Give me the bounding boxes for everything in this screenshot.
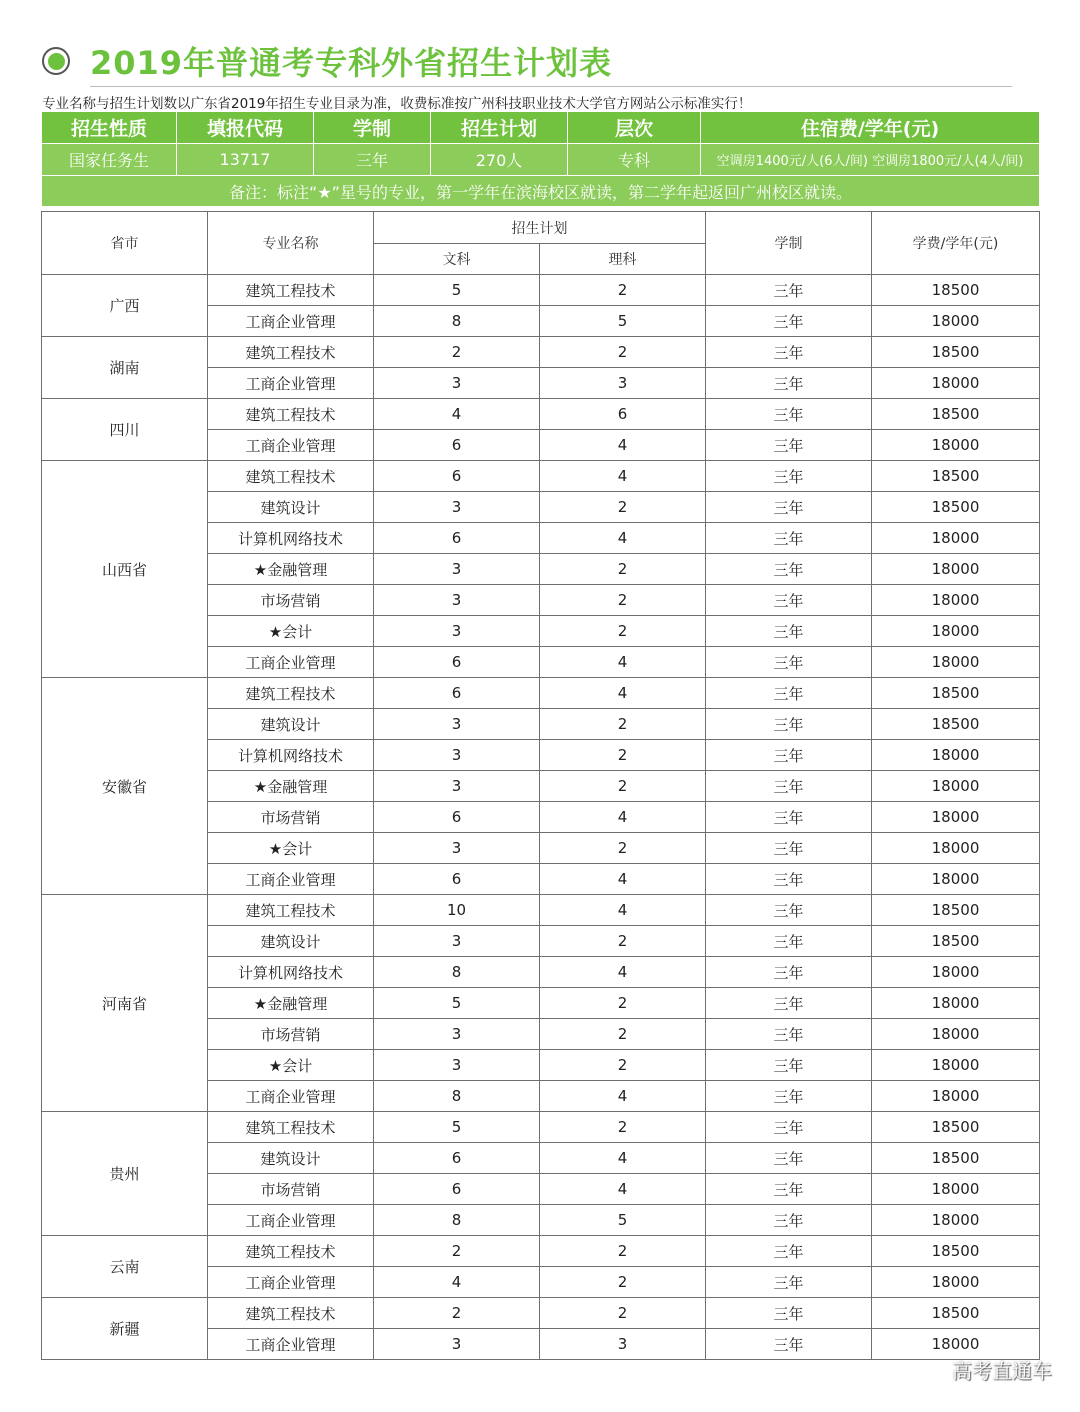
- duration-cell: 三年: [706, 895, 872, 926]
- summary-header-cell: 招生计划: [431, 112, 568, 144]
- arts-count-cell: 2: [374, 1236, 540, 1267]
- science-count-cell: 2: [540, 833, 706, 864]
- summary-value-cell: 13717: [177, 144, 314, 176]
- major-cell: 工商企业管理: [208, 647, 374, 678]
- major-cell: 市场营销: [208, 802, 374, 833]
- arts-count-cell: 3: [374, 492, 540, 523]
- science-count-cell: 3: [540, 1329, 706, 1360]
- tuition-cell: 18000: [872, 430, 1040, 461]
- summary-note-row: [42, 176, 1040, 207]
- header-plan: 招生计划: [374, 212, 706, 244]
- major-cell: 计算机网络技术: [208, 740, 374, 771]
- duration-cell: 三年: [706, 461, 872, 492]
- tuition-cell: 18000: [872, 585, 1040, 616]
- science-count-cell: 4: [540, 957, 706, 988]
- science-count-cell: 2: [540, 1050, 706, 1081]
- tuition-cell: 18000: [872, 864, 1040, 895]
- summary-header-cell: 招生性质: [42, 112, 177, 144]
- science-count-cell: 4: [540, 864, 706, 895]
- arts-count-cell: 6: [374, 678, 540, 709]
- header-arts: 文科: [374, 244, 540, 275]
- tuition-cell: 18000: [872, 554, 1040, 585]
- major-cell: 工商企业管理: [208, 864, 374, 895]
- science-count-cell: 4: [540, 678, 706, 709]
- radio-circle-icon: [42, 47, 70, 75]
- duration-cell: 三年: [706, 492, 872, 523]
- title-row: [42, 38, 612, 84]
- major-cell: 工商企业管理: [208, 306, 374, 337]
- table-row: [42, 678, 1040, 709]
- duration-cell: 三年: [706, 1143, 872, 1174]
- duration-cell: 三年: [706, 1267, 872, 1298]
- page-title: 2019年普通考专科外省招生计划表: [90, 44, 613, 82]
- arts-count-cell: 6: [374, 802, 540, 833]
- tuition-cell: 18500: [872, 1143, 1040, 1174]
- arts-count-cell: 6: [374, 430, 540, 461]
- major-cell: 工商企业管理: [208, 1205, 374, 1236]
- major-cell: 计算机网络技术: [208, 957, 374, 988]
- duration-cell: 三年: [706, 337, 872, 368]
- science-count-cell: 2: [540, 1019, 706, 1050]
- science-count-cell: 2: [540, 492, 706, 523]
- tuition-cell: 18000: [872, 988, 1040, 1019]
- major-cell: ★金融管理: [208, 988, 374, 1019]
- tuition-cell: 18500: [872, 895, 1040, 926]
- arts-count-cell: 6: [374, 523, 540, 554]
- duration-cell: 三年: [706, 1050, 872, 1081]
- arts-count-cell: 8: [374, 1205, 540, 1236]
- province-cell: 新疆: [42, 1298, 208, 1360]
- tuition-cell: 18000: [872, 368, 1040, 399]
- major-cell: 建筑工程技术: [208, 461, 374, 492]
- major-cell: 建筑工程技术: [208, 895, 374, 926]
- table-row: [42, 1112, 1040, 1143]
- major-cell: 计算机网络技术: [208, 523, 374, 554]
- science-count-cell: 2: [540, 740, 706, 771]
- arts-count-cell: 6: [374, 1174, 540, 1205]
- table-header-row: [42, 212, 1040, 244]
- tuition-cell: 18000: [872, 1050, 1040, 1081]
- science-count-cell: 2: [540, 1236, 706, 1267]
- science-count-cell: 4: [540, 1143, 706, 1174]
- duration-cell: 三年: [706, 1298, 872, 1329]
- arts-count-cell: 6: [374, 461, 540, 492]
- major-cell: 工商企业管理: [208, 430, 374, 461]
- duration-cell: 三年: [706, 926, 872, 957]
- watermark: 高考直通车: [952, 1359, 1052, 1383]
- summary-header-cell: 填报代码: [177, 112, 314, 144]
- tuition-cell: 18500: [872, 492, 1040, 523]
- major-cell: 市场营销: [208, 1019, 374, 1050]
- province-cell: 山西省: [42, 461, 208, 678]
- summary-value-cell: 270人: [431, 144, 568, 176]
- major-cell: 建筑工程技术: [208, 1236, 374, 1267]
- tuition-cell: 18500: [872, 337, 1040, 368]
- major-cell: ★金融管理: [208, 771, 374, 802]
- major-cell: 建筑设计: [208, 926, 374, 957]
- duration-cell: 三年: [706, 430, 872, 461]
- science-count-cell: 4: [540, 802, 706, 833]
- tuition-cell: 18000: [872, 523, 1040, 554]
- arts-count-cell: 2: [374, 1298, 540, 1329]
- major-cell: ★会计: [208, 616, 374, 647]
- science-count-cell: 4: [540, 895, 706, 926]
- arts-count-cell: 5: [374, 988, 540, 1019]
- major-cell: ★会计: [208, 1050, 374, 1081]
- header-province: 省市: [42, 212, 208, 275]
- duration-cell: 三年: [706, 1329, 872, 1360]
- major-cell: 市场营销: [208, 585, 374, 616]
- science-count-cell: 2: [540, 771, 706, 802]
- arts-count-cell: 3: [374, 616, 540, 647]
- science-count-cell: 5: [540, 306, 706, 337]
- header-science: 理科: [540, 244, 706, 275]
- tuition-cell: 18500: [872, 926, 1040, 957]
- major-cell: 建筑工程技术: [208, 1112, 374, 1143]
- science-count-cell: 2: [540, 926, 706, 957]
- duration-cell: 三年: [706, 1236, 872, 1267]
- arts-count-cell: 8: [374, 957, 540, 988]
- summary-value-row: [42, 144, 1040, 176]
- tuition-cell: 18000: [872, 647, 1040, 678]
- duration-cell: 三年: [706, 1174, 872, 1205]
- duration-cell: 三年: [706, 554, 872, 585]
- science-count-cell: 2: [540, 337, 706, 368]
- major-cell: 工商企业管理: [208, 368, 374, 399]
- duration-cell: 三年: [706, 988, 872, 1019]
- science-count-cell: 2: [540, 275, 706, 306]
- tuition-cell: 18000: [872, 833, 1040, 864]
- science-count-cell: 3: [540, 368, 706, 399]
- tuition-cell: 18500: [872, 461, 1040, 492]
- province-cell: 四川: [42, 399, 208, 461]
- duration-cell: 三年: [706, 1019, 872, 1050]
- major-cell: 建筑设计: [208, 709, 374, 740]
- table-row: [42, 461, 1040, 492]
- arts-count-cell: 2: [374, 337, 540, 368]
- arts-count-cell: 3: [374, 833, 540, 864]
- province-cell: 广西: [42, 275, 208, 337]
- major-cell: 建筑工程技术: [208, 337, 374, 368]
- duration-cell: 三年: [706, 864, 872, 895]
- arts-count-cell: 3: [374, 740, 540, 771]
- arts-count-cell: 3: [374, 585, 540, 616]
- province-cell: 云南: [42, 1236, 208, 1298]
- arts-count-cell: 4: [374, 399, 540, 430]
- arts-count-cell: 5: [374, 275, 540, 306]
- major-cell: 建筑工程技术: [208, 275, 374, 306]
- summary-note: 备注：标注“★”星号的专业，第一学年在滨海校区就读，第二学年起返回广州校区就读。: [42, 176, 1040, 207]
- major-cell: 工商企业管理: [208, 1267, 374, 1298]
- duration-cell: 三年: [706, 399, 872, 430]
- province-cell: 湖南: [42, 337, 208, 399]
- science-count-cell: 2: [540, 1298, 706, 1329]
- summary-value-cell: 三年: [314, 144, 431, 176]
- tuition-cell: 18500: [872, 1112, 1040, 1143]
- major-cell: ★金融管理: [208, 554, 374, 585]
- science-count-cell: 2: [540, 988, 706, 1019]
- arts-count-cell: 3: [374, 1019, 540, 1050]
- arts-count-cell: 6: [374, 864, 540, 895]
- science-count-cell: 2: [540, 554, 706, 585]
- duration-cell: 三年: [706, 585, 872, 616]
- major-cell: 市场营销: [208, 1174, 374, 1205]
- science-count-cell: 2: [540, 709, 706, 740]
- major-cell: 建筑工程技术: [208, 399, 374, 430]
- summary-value-cell: 空调房1400元/人(6人/间) 空调房1800元/人(4人/间): [701, 144, 1040, 176]
- science-count-cell: 5: [540, 1205, 706, 1236]
- enrollment-table: [41, 211, 1040, 1360]
- science-count-cell: 2: [540, 616, 706, 647]
- summary-header-cell: 层次: [568, 112, 701, 144]
- major-cell: 建筑设计: [208, 492, 374, 523]
- science-count-cell: 2: [540, 585, 706, 616]
- summary-header-row: [42, 112, 1040, 144]
- header-duration: 学制: [706, 212, 872, 275]
- tuition-cell: 18500: [872, 275, 1040, 306]
- tuition-cell: 18000: [872, 1174, 1040, 1205]
- duration-cell: 三年: [706, 275, 872, 306]
- tuition-cell: 18000: [872, 740, 1040, 771]
- summary-header-cell: 住宿费/学年(元): [701, 112, 1040, 144]
- duration-cell: 三年: [706, 1112, 872, 1143]
- tuition-cell: 18000: [872, 802, 1040, 833]
- province-cell: 河南省: [42, 895, 208, 1112]
- table-row: [42, 1298, 1040, 1329]
- duration-cell: 三年: [706, 957, 872, 988]
- major-cell: 建筑设计: [208, 1143, 374, 1174]
- subtitle-note: 专业名称与招生计划数以广东省2019年招生专业目录为准，收费标准按广州科技职业技术大学官方网站公示标准实行！: [42, 96, 752, 112]
- science-count-cell: 4: [540, 1174, 706, 1205]
- header-major: 专业名称: [208, 212, 374, 275]
- tuition-cell: 18000: [872, 1267, 1040, 1298]
- table-row: [42, 275, 1040, 306]
- table-row: [42, 399, 1040, 430]
- table-row: [42, 337, 1040, 368]
- major-cell: ★会计: [208, 833, 374, 864]
- summary-value-cell: 国家任务生: [42, 144, 177, 176]
- tuition-cell: 18500: [872, 709, 1040, 740]
- duration-cell: 三年: [706, 740, 872, 771]
- duration-cell: 三年: [706, 523, 872, 554]
- province-cell: 安徽省: [42, 678, 208, 895]
- duration-cell: 三年: [706, 771, 872, 802]
- duration-cell: 三年: [706, 647, 872, 678]
- arts-count-cell: 3: [374, 1329, 540, 1360]
- duration-cell: 三年: [706, 1081, 872, 1112]
- science-count-cell: 4: [540, 1081, 706, 1112]
- tuition-cell: 18500: [872, 1298, 1040, 1329]
- arts-count-cell: 3: [374, 368, 540, 399]
- tuition-cell: 18000: [872, 616, 1040, 647]
- science-count-cell: 6: [540, 399, 706, 430]
- science-count-cell: 4: [540, 430, 706, 461]
- science-count-cell: 4: [540, 647, 706, 678]
- duration-cell: 三年: [706, 306, 872, 337]
- tuition-cell: 18500: [872, 399, 1040, 430]
- arts-count-cell: 3: [374, 709, 540, 740]
- arts-count-cell: 8: [374, 306, 540, 337]
- major-cell: 工商企业管理: [208, 1329, 374, 1360]
- duration-cell: 三年: [706, 678, 872, 709]
- duration-cell: 三年: [706, 368, 872, 399]
- summary-value-cell: 专科: [568, 144, 701, 176]
- duration-cell: 三年: [706, 709, 872, 740]
- tuition-cell: 18000: [872, 957, 1040, 988]
- science-count-cell: 4: [540, 461, 706, 492]
- tuition-cell: 18000: [872, 306, 1040, 337]
- arts-count-cell: 3: [374, 926, 540, 957]
- arts-count-cell: 8: [374, 1081, 540, 1112]
- arts-count-cell: 3: [374, 1050, 540, 1081]
- tuition-cell: 18000: [872, 1019, 1040, 1050]
- science-count-cell: 4: [540, 523, 706, 554]
- arts-count-cell: 5: [374, 1112, 540, 1143]
- science-count-cell: 2: [540, 1112, 706, 1143]
- major-cell: 建筑工程技术: [208, 1298, 374, 1329]
- header-tuition: 学费/学年(元): [872, 212, 1040, 275]
- table-row: [42, 1236, 1040, 1267]
- arts-count-cell: 6: [374, 1143, 540, 1174]
- duration-cell: 三年: [706, 616, 872, 647]
- duration-cell: 三年: [706, 833, 872, 864]
- arts-count-cell: 6: [374, 647, 540, 678]
- tuition-cell: 18000: [872, 1205, 1040, 1236]
- arts-count-cell: 3: [374, 771, 540, 802]
- major-cell: 工商企业管理: [208, 1081, 374, 1112]
- arts-count-cell: 3: [374, 554, 540, 585]
- title-divider: [90, 86, 1012, 87]
- tuition-cell: 18000: [872, 771, 1040, 802]
- tuition-cell: 18500: [872, 1236, 1040, 1267]
- arts-count-cell: 4: [374, 1267, 540, 1298]
- summary-table: [41, 111, 1040, 207]
- duration-cell: 三年: [706, 1205, 872, 1236]
- province-cell: 贵州: [42, 1112, 208, 1236]
- tuition-cell: 18000: [872, 1081, 1040, 1112]
- tuition-cell: 18500: [872, 678, 1040, 709]
- science-count-cell: 2: [540, 1267, 706, 1298]
- major-cell: 建筑工程技术: [208, 678, 374, 709]
- arts-count-cell: 10: [374, 895, 540, 926]
- duration-cell: 三年: [706, 802, 872, 833]
- table-row: [42, 895, 1040, 926]
- tuition-cell: 18000: [872, 1329, 1040, 1360]
- table-body: [42, 275, 1040, 1360]
- summary-header-cell: 学制: [314, 112, 431, 144]
